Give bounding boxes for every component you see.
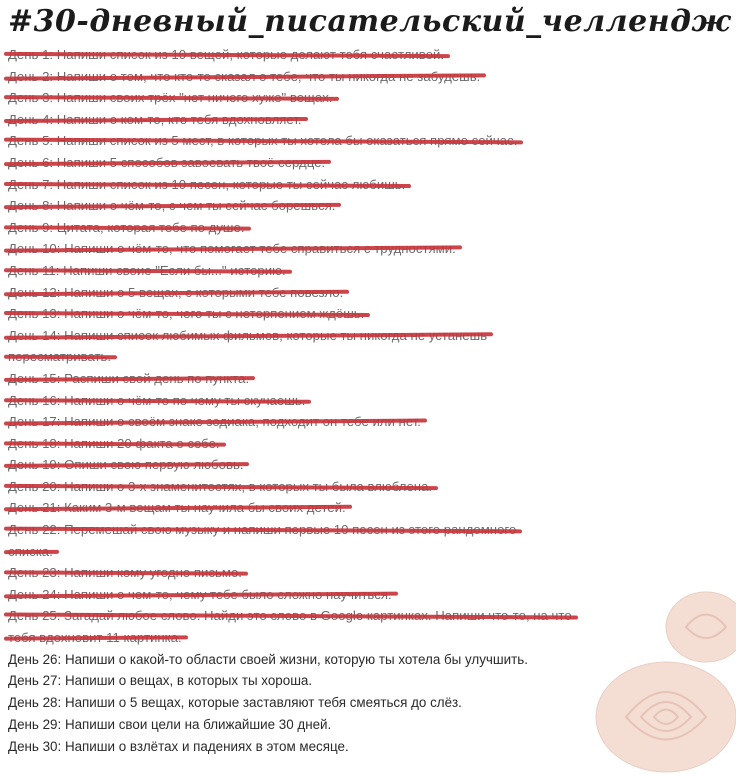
list-item <box>8 519 728 541</box>
list-item-text: День 28: Напиши о 5 вещах, которые заставляют тебя смеяться до слёз. <box>8 695 462 711</box>
list-item <box>8 584 728 606</box>
list-item <box>8 627 728 649</box>
list-item <box>8 87 728 109</box>
list-item <box>8 174 728 196</box>
strike-through-mark <box>4 441 226 446</box>
list-item-text: День 27: Напиши о вещах, в которых ты хороша. <box>8 673 313 689</box>
list-item <box>8 109 728 131</box>
challenge-list <box>8 44 728 758</box>
list-item <box>8 66 728 88</box>
list-item-text: День 30: Напиши о взлётах и падениях в этом месяце. <box>8 738 349 754</box>
list-item-text: День 26: Напиши о какой-то области своей жизни, которую ты хотела бы улучшить. <box>8 651 528 667</box>
list-item <box>8 390 728 412</box>
list-item <box>8 368 728 390</box>
list-item <box>8 282 728 304</box>
list-item <box>8 44 728 66</box>
list-item <box>8 562 728 584</box>
list-item <box>8 714 728 736</box>
list-item-text: День 29: Напиши свои цели на ближайшие 30 дней. <box>8 717 332 733</box>
list-item <box>8 346 728 368</box>
list-item <box>8 130 728 152</box>
list-item <box>8 152 728 174</box>
list-item <box>8 411 728 433</box>
page-title: #30-дневный_писательский_челлендж <box>8 4 732 39</box>
list-item <box>8 736 728 758</box>
list-item <box>8 433 728 455</box>
list-item <box>8 195 728 217</box>
list-item <box>8 238 728 260</box>
strike-through-mark <box>4 549 59 553</box>
list-item <box>8 303 728 325</box>
list-item <box>8 649 728 671</box>
list-item <box>8 454 728 476</box>
list-item <box>8 476 728 498</box>
list-item <box>8 217 728 239</box>
list-item <box>8 605 728 627</box>
list-item <box>8 325 728 347</box>
list-item <box>8 692 728 714</box>
list-item <box>8 497 728 519</box>
list-item <box>8 260 728 282</box>
list-item <box>8 541 728 563</box>
list-item <box>8 670 728 692</box>
